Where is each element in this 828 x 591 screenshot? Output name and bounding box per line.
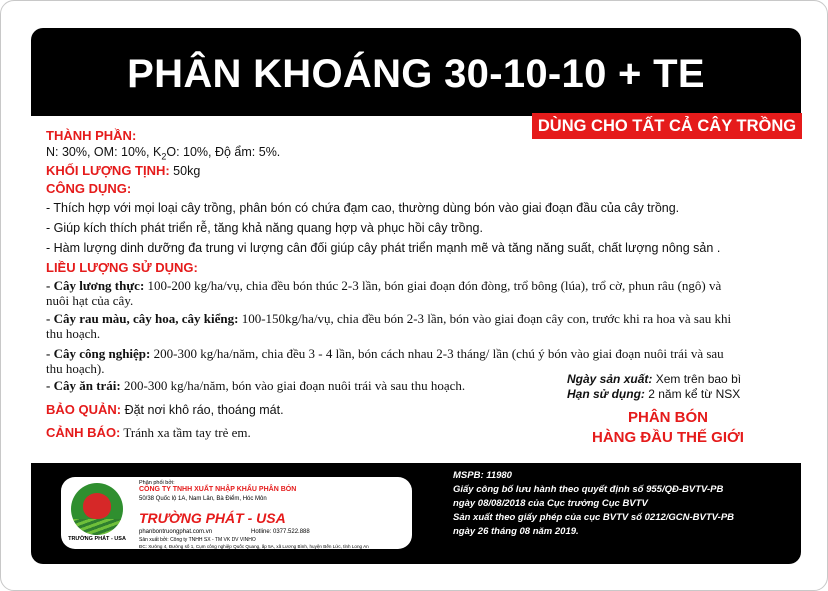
uses-item: - Giúp kích thích phát triển rễ, tăng khả năng quang hợp và phục hồi cây trồng. [46,221,483,235]
slogan-line-1: PHÂN BÓN [627,409,708,426]
registration-line: Giấy công bố lưu hành theo quyết định số 955/QĐ-BVTV-PB [453,484,724,495]
company-logo-icon [71,483,123,535]
uses-item: - Hàm lượng dinh dưỡng đa trung vi lượng cân đối giúp cây phát triển mạnh mẽ và tăng năng suất, chất lượng nông sản . [46,241,721,255]
warning-value: Tránh xa tầm tay trẻ em. [120,425,251,440]
slogan-line-2: HÀNG ĐẦU THẾ GIỚI [592,429,744,446]
factory-address: ĐC: Xưởng 4, Đường số 1, Cụm công nghiệp Quốc Quang, ấp 5A, xã Lương Bình, huyện Bến Lức, tỉnh Long An [139,544,369,549]
footer-banner [31,463,801,564]
storage-label: BẢO QUẢN: [46,402,122,417]
usage-tagline: DÙNG CHO TẤT CẢ CÂY TRỒNG [532,113,802,139]
registration-line: ngày 26 tháng 08 năm 2019. [453,526,579,537]
company-website[interactable]: phanbontruongphat.com.vn [139,529,213,535]
production-info [567,372,741,401]
registration-line: MSPB: 11980 [453,470,512,481]
registration-line: ngày 08/08/2018 của Cục trưởng Cục BVTV [453,498,648,509]
company-box [61,477,412,549]
net-weight-label: KHỐI LƯỢNG TỊNH: [46,163,170,178]
uses-heading: CÔNG DỤNG: [46,181,132,196]
company-brand: TRƯỜNG PHÁT - USA [139,510,286,526]
distributor-label: Phân phối bởi: [139,480,175,486]
dosage-industrial-cont: thu hoạch). [46,361,105,376]
net-weight-value: 50kg [169,164,201,178]
registration-line: Sản xuất theo giấy phép của cục BVTV số 0212/GCN-BVTV-PB [453,512,735,523]
net-weight [46,163,200,178]
logo-caption: TRƯỜNG PHÁT - USA [68,536,126,542]
dosage-vegetable: - Cây rau màu, cây hoa, cây kiểng: 100-150kg/ha/vụ, chia đều bón 2-3 lần, bón vào giai đoạn cây con, trước khi ra hoa và sau khi [46,311,732,326]
manufacturer: Sản xuất bởi: Công ty TNHH SX - TM VK DV VINHO [139,537,256,543]
product-title: PHÂN KHOÁNG 30-10-10 + TE [127,52,705,96]
dosage-fruit: - Cây ăn trái: 200-300 kg/ha/năm, bón vào giai đoạn nuôi trái và sau thu hoạch. [46,378,466,393]
expiry: Hạn sử dụng: 2 năm kể từ NSX [567,387,741,401]
slogan [548,408,788,448]
manufacture-date: Ngày sản xuất: Xem trên bao bì [567,372,742,386]
composition-heading: THÀNH PHẦN: [46,128,137,143]
company-hotline: Hotline: 0377.522.888 [251,529,310,535]
uses-item: - Thích hợp với mọi loại cây trồng, phân bón có chứa đạm cao, thường dùng bón vào giai đoạn đầu của cây trồng. [46,201,680,215]
storage [46,402,284,417]
warning [46,425,251,441]
storage-value: Đặt nơi khô ráo, thoáng mát. [121,403,284,417]
title-banner [31,28,801,116]
registration-info [453,469,734,539]
dosage-food: - Cây lương thực: 100-200 kg/ha/vụ, chia đều bón thúc 2-3 lần, bón giai đoạn đón đòng, trổ bông (lúa), trổ cờ, phun râu (ngô) và [46,278,722,293]
dosage-industrial: - Cây công nghiệp: 200-300 kg/ha/năm, chia đều 3 - 4 lần, bón cách nhau 2-3 tháng/ lần (chú ý bón vào giai đoạn nuôi trái và sau [46,346,724,361]
dosage-vegetable-cont: thu hoạch. [46,326,101,341]
warning-label: CẢNH BÁO: [46,425,121,440]
company-full-name: CÔNG TY TNHH XUẤT NHẬP KHẨU PHÂN BÓN [139,486,297,493]
dosage-food-cont: nuôi hạt của cây. [46,293,134,308]
company-address: 50/38 Quốc lộ 1A, Nam Lân, Bà Điểm, Hóc Môn [139,496,267,502]
dosage-heading: LIỀU LƯỢNG SỬ DỤNG: [46,260,198,275]
composition-text: N: 30%, OM: 10%, $K_2O$: 10%, Độ ẩm: 5%. [46,145,281,162]
